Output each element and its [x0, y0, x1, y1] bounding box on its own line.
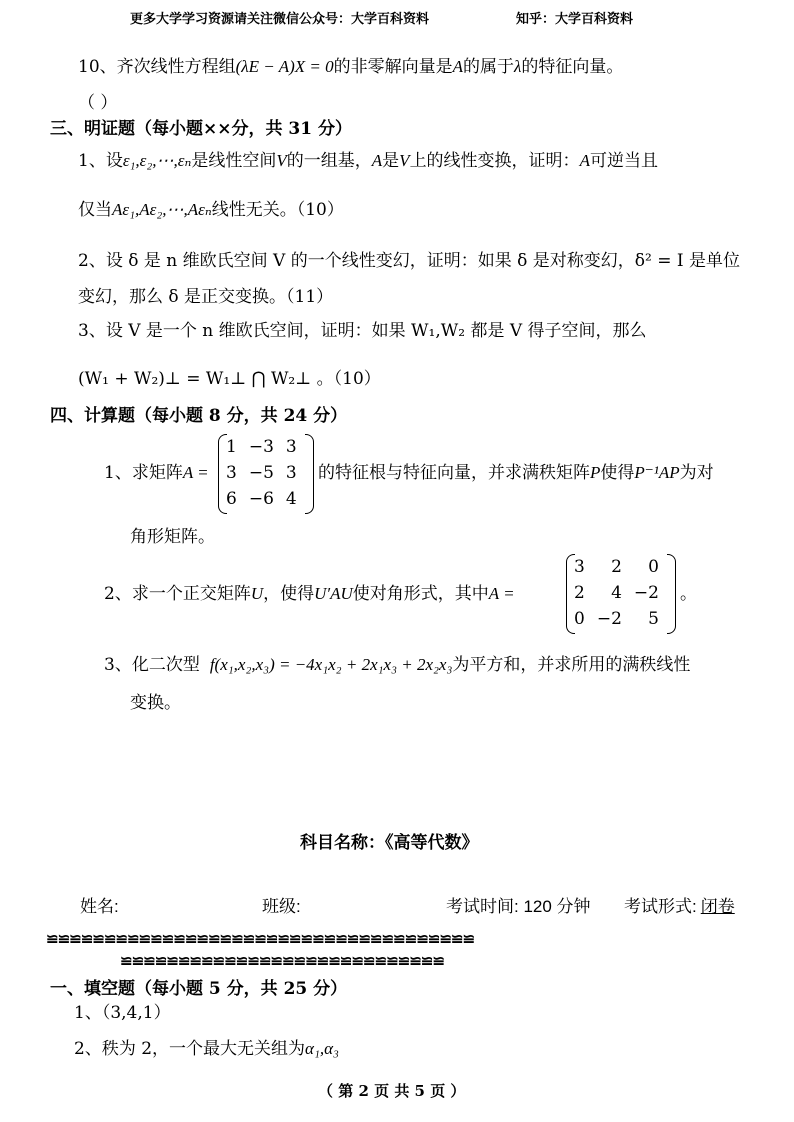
- calc-2-line: 2、求一个正交矩阵U，使得U′AU使对角形式，其中A =: [104, 584, 515, 604]
- calc-1-line2: 角形矩阵。: [130, 527, 215, 547]
- proof-2-line2: 变幻，那么 δ 是正交变换。（11）: [78, 287, 334, 307]
- decorative-row-2: ≌≌≌≌≌≌≌≌≌≌≌≌≌≌≌≌≌≌≌≌≌≌≌≌≌≌≌≌: [120, 952, 444, 970]
- proof-3-line2: (W₁ + W₂)⊥ = W₁⊥ ⋂ W₂⊥ 。（10）: [78, 369, 381, 389]
- proof-2-line1: 2、设 δ 是 n 维欧氏空间 V 的一个线性变幻，证明：如果 δ 是对称变幻，δ² = I 是单位: [78, 251, 740, 271]
- proof-1-line2: 仅当Aε₁,Aε₂,⋯,Aεₙ线性无关。（10）: [78, 200, 344, 220]
- page-footer: （ 第 2 页 共 5 页 ）: [318, 1082, 466, 1100]
- decorative-row-1: ≌≌≌≌≌≌≌≌≌≌≌≌≌≌≌≌≌≌≌≌≌≌≌≌≌≌≌≌≌≌≌≌≌≌≌≌≌: [46, 930, 475, 948]
- info-name: 姓名:: [80, 897, 119, 916]
- matrix-2-right-bracket: [667, 554, 676, 634]
- header-right: 知乎：大学百科资料: [516, 12, 634, 27]
- question-10-line1: 10、齐次线性方程组(λE − A)X = 0的非零解向量是A的属于λ的特征向量。: [78, 57, 624, 77]
- section-3-title: 三、明证题（每小题××分，共 31 分）: [50, 119, 352, 139]
- proof-3-line1: 3、设 V 是一个 n 维欧氏空间，证明：如果 W₁,W₂ 都是 V 得子空间，那么: [78, 321, 647, 341]
- info-form: 考试形式: 闭卷: [624, 897, 735, 916]
- section-1-title: 一、填空题（每小题 5 分，共 25 分）: [50, 979, 348, 999]
- matrix-2: [566, 554, 676, 634]
- info-class: 班级:: [262, 897, 301, 916]
- answer-2: 2、秩为 2，一个最大无关组为α₁,α₃: [74, 1039, 339, 1059]
- answer-1: 1、（3,4,1）: [74, 1003, 171, 1023]
- question-10-blank: （ ）: [78, 93, 118, 113]
- header-left: 更多大学学习资源请关注微信公众号：大学百科资料: [130, 12, 430, 27]
- matrix-2-grid: 3 2 0 2 4 −2 0 −2 5: [574, 557, 659, 629]
- matrix-1-grid: 1 −3 3 3 −5 3 6 −6 4: [226, 437, 297, 509]
- info-time: 考试时间: 120 分钟: [446, 897, 591, 916]
- proof-1-line1: 1、设ε₁,ε₂,⋯,εₙ是线性空间V的一组基，A是V上的线性变换，证明：A可逆当且: [78, 151, 658, 171]
- calc-3-line1: 3、化二次型 f(x₁,x₂,x₃) = −4x₁x₂ + 2x₁x₃ + 2x₂x₃为平方和，并求所用的满秩线性: [104, 655, 691, 675]
- subject-title: 科目名称：《高等代数》: [300, 833, 479, 853]
- section-4-title: 四、计算题（每小题 8 分，共 24 分）: [50, 406, 348, 426]
- calc-2-end: 。: [680, 584, 697, 604]
- calc-1-line1-left: 1、求矩阵A =: [104, 463, 209, 483]
- calc-1-line1-right: 的特征根与特征向量，并求满秩矩阵P使得P⁻¹AP为对: [318, 463, 714, 483]
- calc-3-line2: 变换。: [130, 693, 181, 713]
- matrix-1-right-bracket: [305, 434, 314, 514]
- matrix-1: [218, 434, 314, 514]
